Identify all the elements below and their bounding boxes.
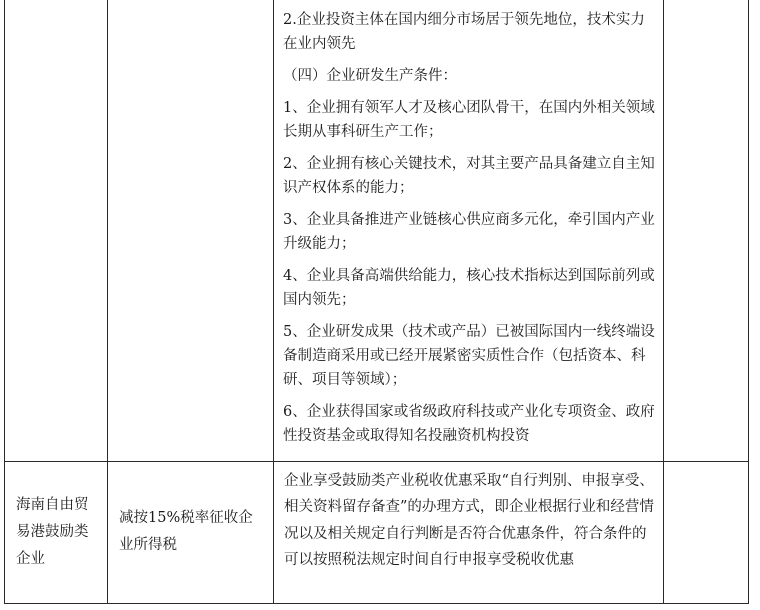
- category-cell-empty: [5, 0, 108, 461]
- description-cell: 企业享受鼓励类产业税收优惠采取“自行判别、申报享受、相关资料留存备查”的办理方式，即企业根据行业和经营情况以及相关规定自行判断是否符合优惠条件，符合条件的可以按照税法规定时间自行申报享受税收优惠: [274, 461, 664, 603]
- notes-cell-empty: [664, 461, 749, 603]
- condition-item: 1、企业拥有领军人才及核心团队骨干，在国内外相关领域长期从事科研生产工作；: [283, 100, 655, 140]
- condition-heading: （四）企业研发生产条件：: [283, 68, 457, 84]
- conditions-cell: [274, 0, 664, 461]
- table-row: [5, 461, 749, 603]
- condition-item: 3、企业具备推进产业链核心供应商多元化，牵引国内产业升级能力；: [283, 212, 655, 252]
- notes-cell-empty: [664, 0, 749, 461]
- condition-item: 4、企业具备高端供给能力，核心技术指标达到国际前列或国内领先；: [283, 268, 655, 308]
- category-cell: 海南自由贸易港鼓励类企业: [5, 461, 108, 603]
- condition-item: 6、企业获得国家或省级政府科技或产业化专项资金、政府性投资基金或取得知名投融资机构投资: [283, 404, 655, 444]
- policy-cell: 减按15%税率征收企业所得税: [108, 461, 274, 603]
- condition-item: 5、企业研发成果（技术或产品）已被国际国内一线终端设备制造商采用或已经开展紧密实质性合作（包括资本、科研、项目等领域）；: [283, 324, 655, 388]
- condition-item: 2、企业拥有核心关键技术，对其主要产品具备建立自主知识产权体系的能力；: [283, 156, 655, 196]
- table-row: [5, 0, 749, 461]
- policy-cell-empty: [108, 0, 274, 461]
- condition-item: 2.企业投资主体在国内细分市场居于领先地位，技术实力在业内领先: [283, 12, 645, 52]
- policy-table: [4, 0, 749, 604]
- document-page: [4, 0, 748, 603]
